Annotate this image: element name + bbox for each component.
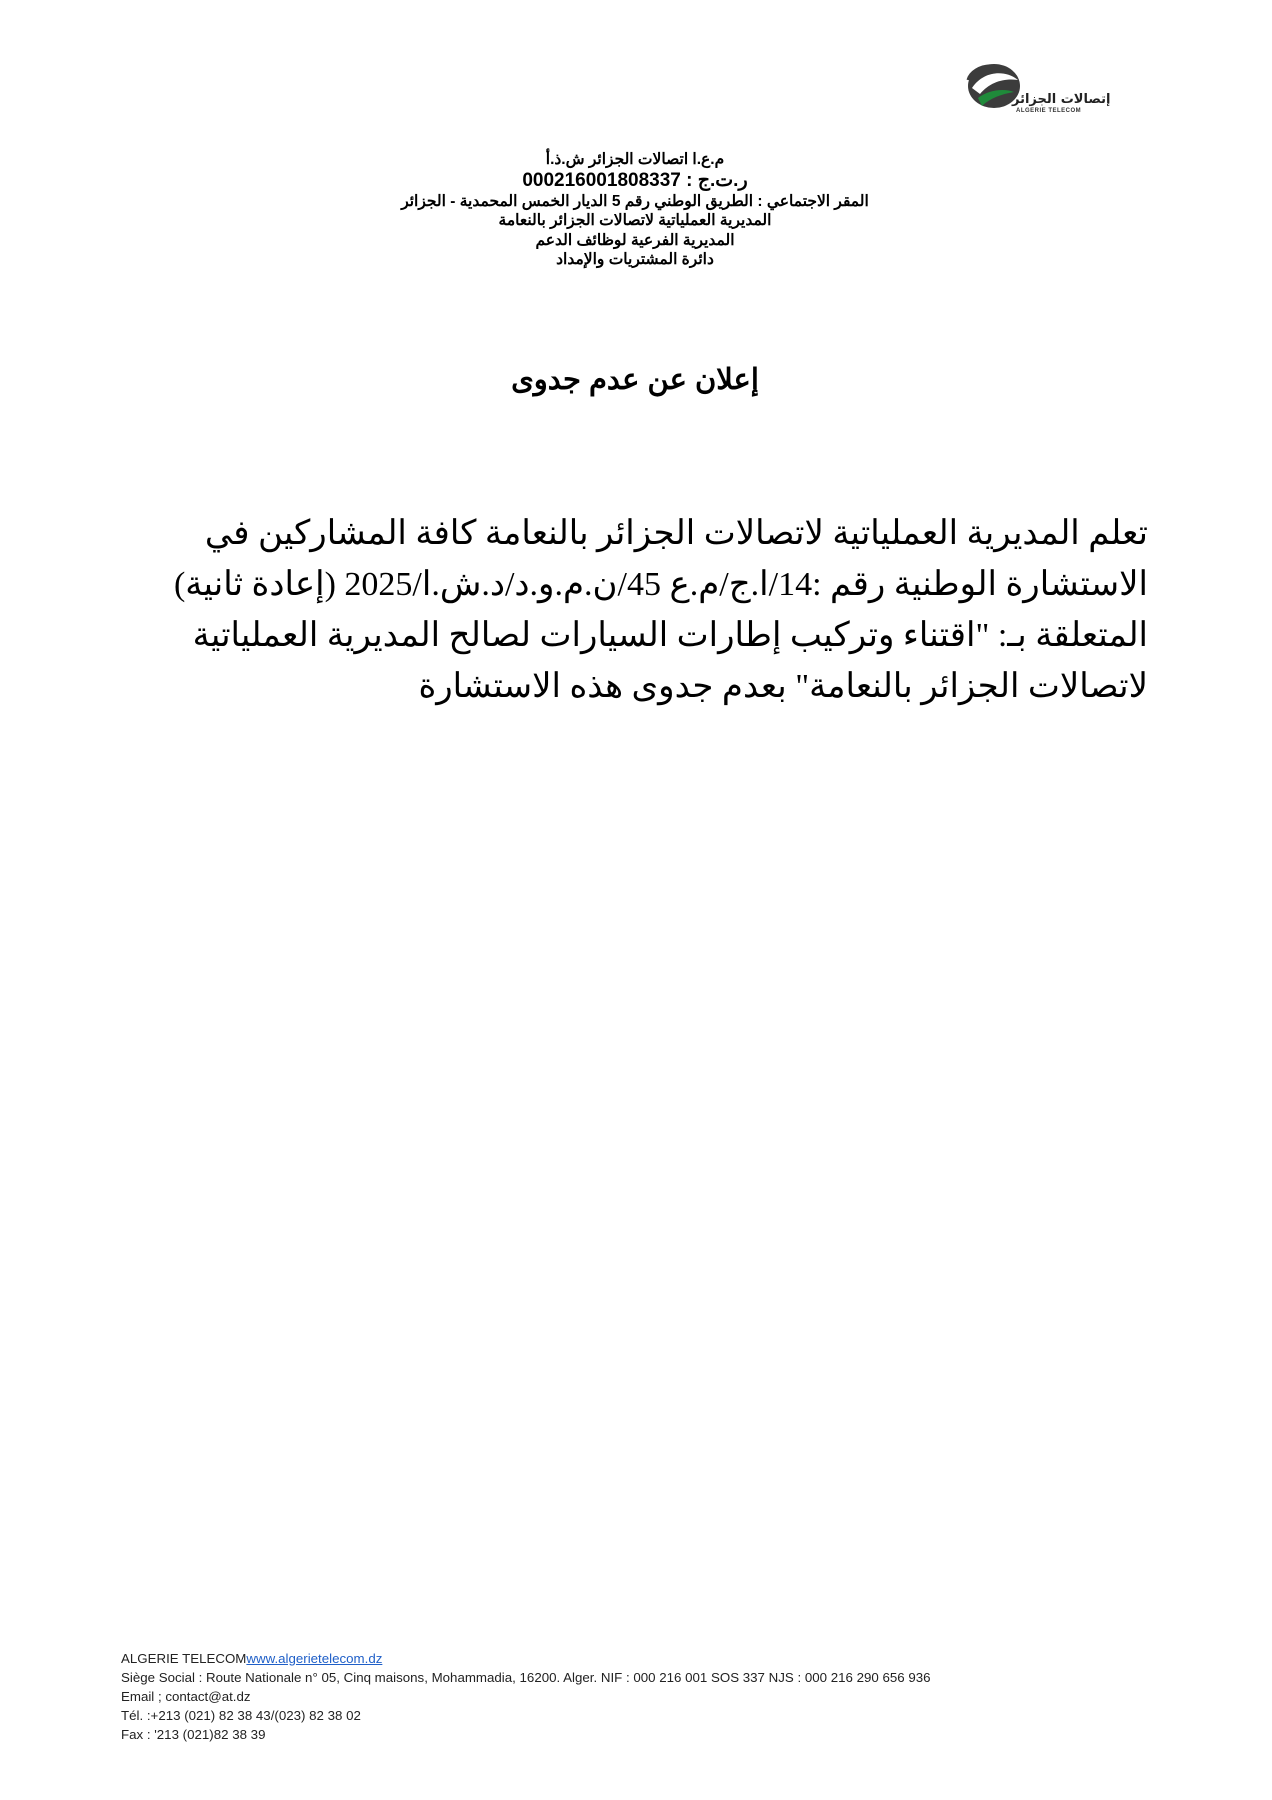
logo-arabic-name: إتصالات الجزائر — [1012, 92, 1111, 107]
letterhead — [200, 150, 1070, 270]
algerie-telecom-logo — [960, 58, 1120, 122]
footer — [121, 1649, 1221, 1744]
footer-address: Siège Social : Route Nationale n° 05, Cinq maisons, Mohammadia, 16200. Alger. NIF : 000 216 001 SOS 337 NJS : 000 216 290 656 936 — [121, 1670, 931, 1685]
document-title: إعلان عن عدم جدوى — [511, 364, 759, 396]
header-registry: ر.ت.ج : 000216001808337 — [522, 169, 748, 191]
header-subdirectorate: المديرية الفرعية لوظائف الدعم — [535, 231, 735, 249]
header-address: المقر الاجتماعي : الطريق الوطني رقم 5 الديار الخمس المحمدية - الجزائر — [401, 192, 869, 210]
footer-company: ALGERIE TELECOM — [121, 1651, 247, 1666]
body-line: تعلم المديرية العملياتية لاتصالات الجزائر بالنعامة كافة المشاركين في — [204, 515, 1148, 552]
header-company: م.ع.ا اتصالات الجزائر ش.ذ.أ — [545, 151, 725, 168]
logo-french-name: ALGERIE TELECOM — [1016, 108, 1082, 114]
footer-company-line — [121, 1649, 1221, 1668]
body-line: لاتصالات الجزائر بالنعامة" بعدم جدوى هذه الاستشارة — [418, 668, 1148, 705]
footer-website-link[interactable]: www.algerietelecom.dz — [246, 1651, 383, 1666]
body-line: المتعلقة بـ: "اقتناء وتركيب إطارات السيارات لصالح المديرية العملياتية — [192, 617, 1148, 654]
body-line: الاستشارة الوطنية رقم :14/ا.ج/م.ع 45/ن.م.و.د/د.ش.ا/2025 (إعادة ثانية) — [173, 566, 1148, 603]
footer-fax: Fax : '213 (021)82 38 39 — [121, 1727, 266, 1742]
footer-email: Email ; contact@at.dz — [121, 1689, 251, 1704]
header-department: دائرة المشتريات والإمداد — [556, 251, 714, 268]
announcement-body — [125, 508, 1148, 712]
footer-phone: Tél. :+213 (021) 82 38 43/(023) 82 38 02 — [121, 1708, 361, 1723]
header-directorate: المديرية العملياتية لاتصالات الجزائر بالنعامة — [498, 212, 772, 229]
